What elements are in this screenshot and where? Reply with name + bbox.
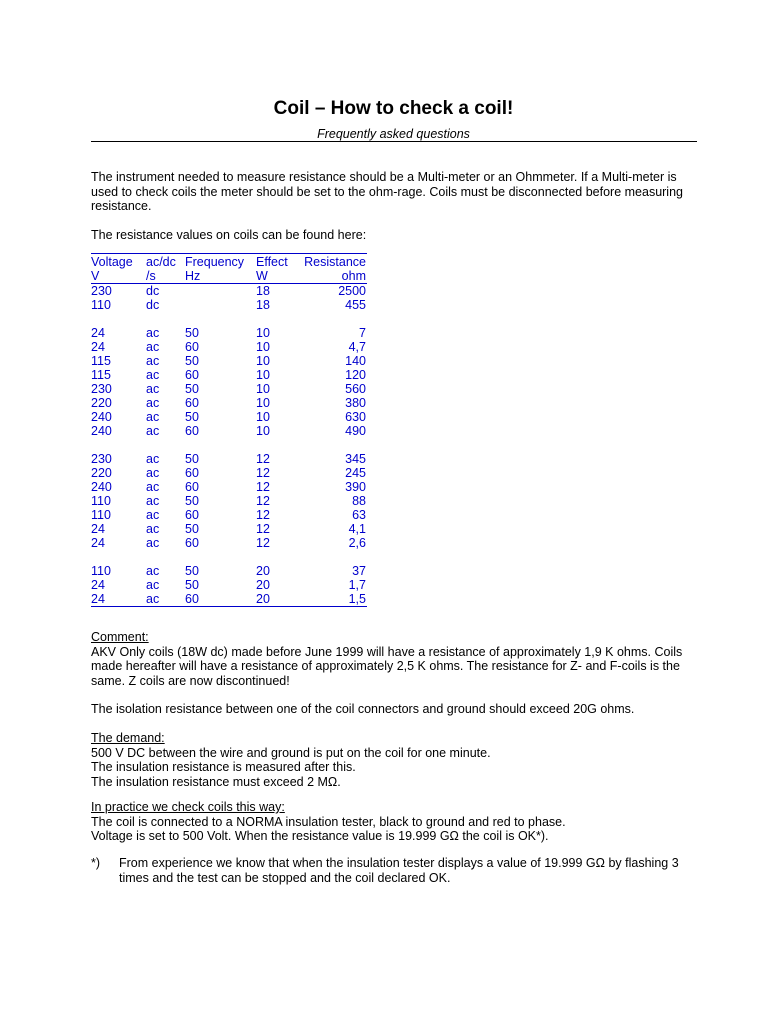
- table-units-row: [91, 269, 367, 284]
- cell-voltage: 24: [91, 522, 105, 536]
- cell-resistance: 245: [345, 466, 366, 480]
- cell-voltage: 115: [91, 354, 111, 368]
- cell-voltage: 110: [91, 564, 111, 578]
- cell-acdc: ac: [146, 396, 160, 410]
- cell-resistance: 390: [345, 480, 366, 494]
- cell-resistance: 1,7: [348, 578, 366, 592]
- table-group-gap: [91, 312, 367, 326]
- cell-acdc: ac: [146, 508, 160, 522]
- cell-acdc: ac: [146, 578, 160, 592]
- comment-heading: Comment:: [91, 630, 149, 644]
- demand-line: The insulation resistance must exceed 2 MΩ.: [91, 774, 341, 789]
- cell-resistance: 37: [352, 564, 366, 578]
- cell-resistance: 455: [345, 298, 366, 312]
- cell-resistance: 630: [345, 410, 366, 424]
- cell-effect: 10: [256, 368, 270, 382]
- coil-resistance-table: [91, 253, 367, 607]
- table-row: [91, 578, 367, 592]
- table-row: [91, 480, 367, 494]
- cell-acdc: ac: [146, 382, 160, 396]
- header-resistance: Resistance: [304, 255, 366, 269]
- table-intro: The resistance values on coils can be found here:: [91, 228, 367, 242]
- table-row: [91, 326, 367, 340]
- cell-frequency: 60: [185, 536, 199, 550]
- cell-effect: 10: [256, 410, 270, 424]
- cell-acdc: ac: [146, 522, 160, 536]
- cell-acdc: ac: [146, 564, 160, 578]
- table-row: [91, 508, 367, 522]
- title-rule: [91, 141, 697, 142]
- cell-voltage: 24: [91, 326, 105, 340]
- footnote-mark: *): [91, 856, 101, 870]
- header-acdc: ac/dc: [146, 255, 176, 269]
- cell-frequency: 50: [185, 326, 199, 340]
- cell-frequency: 60: [185, 466, 199, 480]
- table-row: [91, 368, 367, 382]
- table-group-gap: [91, 550, 367, 564]
- cell-voltage: 240: [91, 410, 112, 424]
- cell-effect: 12: [256, 536, 270, 550]
- cell-frequency: 60: [185, 592, 199, 606]
- cell-resistance: 2500: [338, 284, 366, 298]
- unit-effect: W: [256, 269, 268, 283]
- cell-frequency: 60: [185, 340, 199, 354]
- cell-frequency: 60: [185, 480, 199, 494]
- table-row: [91, 536, 367, 550]
- unit-acdc: /s: [146, 269, 156, 283]
- table-row: [91, 410, 367, 424]
- cell-resistance: 63: [352, 508, 366, 522]
- cell-frequency: 50: [185, 494, 199, 508]
- cell-effect: 10: [256, 354, 270, 368]
- comment-text: AKV Only coils (18W dc) made before June 1999 will have a resistance of approximately 1,9 K ohms. Coils made hereafter will have a resistance of approximately 2,5 K ohms. The resistance for Z- and F-coils is the same. Z coils are now discontinued!: [91, 644, 683, 688]
- cell-acdc: ac: [146, 480, 160, 494]
- header-frequency: Frequency: [185, 255, 245, 269]
- cell-voltage: 220: [91, 396, 112, 410]
- table-row: [91, 284, 367, 298]
- table-row: [91, 592, 367, 606]
- unit-voltage: V: [91, 269, 100, 283]
- cell-frequency: 50: [185, 564, 199, 578]
- practice-heading: In practice we check coils this way:: [91, 800, 285, 814]
- table-row: [91, 396, 367, 410]
- demand-heading: The demand:: [91, 731, 165, 745]
- cell-voltage: 110: [91, 508, 111, 522]
- cell-effect: 20: [256, 592, 270, 606]
- cell-frequency: 60: [185, 424, 199, 438]
- cell-effect: 10: [256, 382, 270, 396]
- unit-resistance: ohm: [341, 269, 366, 283]
- practice-line: Voltage is set to 500 Volt. When the resistance value is 19.999 GΩ the coil is OK*).: [91, 829, 549, 843]
- page-title: Coil – How to check a coil!: [273, 98, 514, 119]
- unit-frequency: Hz: [185, 269, 201, 283]
- table-row: [91, 382, 367, 396]
- practice-line: The coil is connected to a NORMA insulation tester, black to ground and red to phase.: [91, 814, 566, 829]
- cell-resistance: 490: [345, 424, 366, 438]
- cell-resistance: 380: [345, 396, 366, 410]
- cell-voltage: 110: [91, 298, 111, 312]
- cell-effect: 12: [256, 466, 270, 480]
- cell-frequency: 50: [185, 578, 199, 592]
- header-voltage: Voltage: [91, 255, 133, 269]
- cell-frequency: 50: [185, 354, 199, 368]
- table-row: [91, 564, 367, 578]
- demand-line: 500 V DC between the wire and ground is put on the coil for one minute.: [91, 745, 491, 760]
- table-row: [91, 424, 367, 438]
- cell-resistance: 140: [345, 354, 366, 368]
- cell-voltage: 230: [91, 452, 112, 466]
- cell-voltage: 24: [91, 578, 105, 592]
- cell-effect: 18: [256, 298, 270, 312]
- cell-acdc: ac: [146, 410, 160, 424]
- cell-resistance: 2,6: [348, 536, 366, 550]
- table-group-gap: [91, 438, 367, 452]
- cell-frequency: 50: [185, 452, 199, 466]
- cell-effect: 12: [256, 452, 270, 466]
- cell-resistance: 7: [359, 326, 366, 340]
- cell-effect: 12: [256, 480, 270, 494]
- cell-frequency: 50: [185, 382, 199, 396]
- cell-acdc: dc: [146, 284, 160, 298]
- cell-acdc: ac: [146, 326, 160, 340]
- practice-section: [91, 800, 701, 844]
- cell-frequency: 50: [185, 410, 199, 424]
- cell-effect: 12: [256, 522, 270, 536]
- cell-resistance: 88: [352, 494, 366, 508]
- isolation-paragraph: The isolation resistance between one of the coil connectors and ground should exceed 20G ohms.: [91, 702, 635, 716]
- cell-voltage: 24: [91, 592, 105, 606]
- cell-acdc: dc: [146, 298, 160, 312]
- cell-resistance: 345: [345, 452, 366, 466]
- cell-acdc: ac: [146, 536, 160, 550]
- cell-resistance: 4,1: [348, 522, 366, 536]
- table-header-row: [91, 255, 367, 269]
- cell-voltage: 220: [91, 466, 112, 480]
- cell-effect: 20: [256, 564, 270, 578]
- cell-acdc: ac: [146, 424, 160, 438]
- cell-effect: 12: [256, 508, 270, 522]
- cell-acdc: ac: [146, 592, 160, 606]
- header-effect: Effect: [256, 255, 288, 269]
- cell-voltage: 24: [91, 536, 105, 550]
- cell-acdc: ac: [146, 452, 160, 466]
- cell-frequency: 50: [185, 522, 199, 536]
- cell-resistance: 4,7: [348, 340, 366, 354]
- cell-acdc: ac: [146, 340, 160, 354]
- cell-resistance: 560: [345, 382, 366, 396]
- cell-effect: 10: [256, 340, 270, 354]
- cell-frequency: 60: [185, 508, 199, 522]
- cell-effect: 10: [256, 424, 270, 438]
- page-subtitle: Frequently asked questions: [317, 127, 470, 141]
- cell-voltage: 24: [91, 340, 105, 354]
- cell-voltage: 115: [91, 368, 111, 382]
- cell-acdc: ac: [146, 368, 160, 382]
- footnote-text: From experience we know that when the insulation tester displays a value of 19.999 GΩ by flashing 3 times and the test can be stopped and the coil declared OK.: [119, 856, 679, 885]
- cell-voltage: 230: [91, 284, 112, 298]
- cell-effect: 10: [256, 326, 270, 340]
- cell-effect: 18: [256, 284, 270, 298]
- table-row: [91, 340, 367, 354]
- intro-paragraph: The instrument needed to measure resistance should be a Multi-meter or an Ohmmeter. If a Multi-meter is used to check coils the meter should be set to the ohm-rage. Coils must be disconnected before measuring resistance.: [91, 170, 683, 213]
- cell-voltage: 240: [91, 424, 112, 438]
- cell-voltage: 110: [91, 494, 111, 508]
- table-row: [91, 298, 367, 312]
- cell-voltage: 230: [91, 382, 112, 396]
- demand-section: [91, 731, 701, 789]
- demand-line: The insulation resistance is measured after this.: [91, 760, 356, 774]
- cell-effect: 10: [256, 396, 270, 410]
- comment-section: [91, 630, 701, 688]
- cell-acdc: ac: [146, 354, 160, 368]
- table-row: [91, 522, 367, 536]
- table-body: [91, 284, 367, 606]
- cell-acdc: ac: [146, 466, 160, 480]
- table-row: [91, 452, 367, 466]
- table-row: [91, 466, 367, 480]
- cell-effect: 20: [256, 578, 270, 592]
- cell-acdc: ac: [146, 494, 160, 508]
- cell-frequency: 60: [185, 396, 199, 410]
- cell-voltage: 240: [91, 480, 112, 494]
- cell-resistance: 120: [345, 368, 366, 382]
- cell-effect: 12: [256, 494, 270, 508]
- table-row: [91, 354, 367, 368]
- table-row: [91, 494, 367, 508]
- cell-frequency: 60: [185, 368, 199, 382]
- cell-resistance: 1,5: [348, 592, 366, 606]
